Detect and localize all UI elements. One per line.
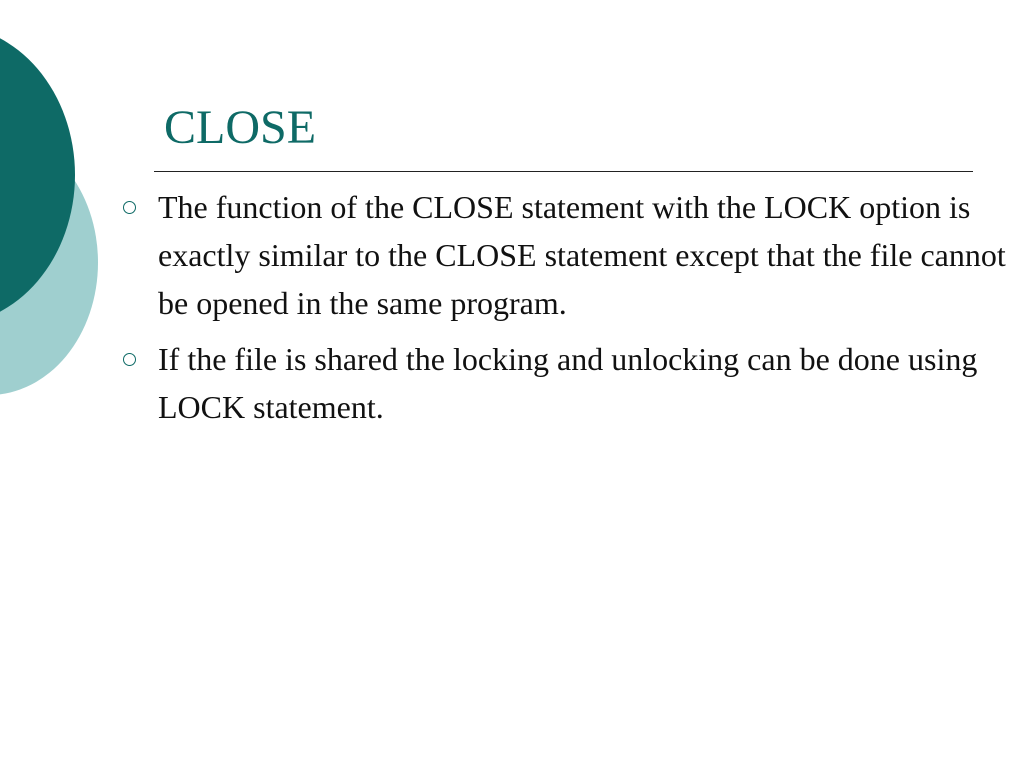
title-divider xyxy=(154,171,973,172)
hollow-circle-bullet-icon xyxy=(123,353,136,366)
bullet-text: If the file is shared the locking and unlocking can be done using LOCK statement. xyxy=(158,341,978,425)
bullet-item xyxy=(118,335,1008,431)
bullet-text: The function of the CLOSE statement with the LOCK option is exactly similar to the CLOSE statement except that the file cannot be opened in the same program. xyxy=(158,189,1006,321)
slide-title: CLOSE xyxy=(164,101,317,154)
bullet-list xyxy=(118,183,1008,439)
hollow-circle-bullet-icon xyxy=(123,201,136,214)
bullet-item xyxy=(118,183,1008,327)
